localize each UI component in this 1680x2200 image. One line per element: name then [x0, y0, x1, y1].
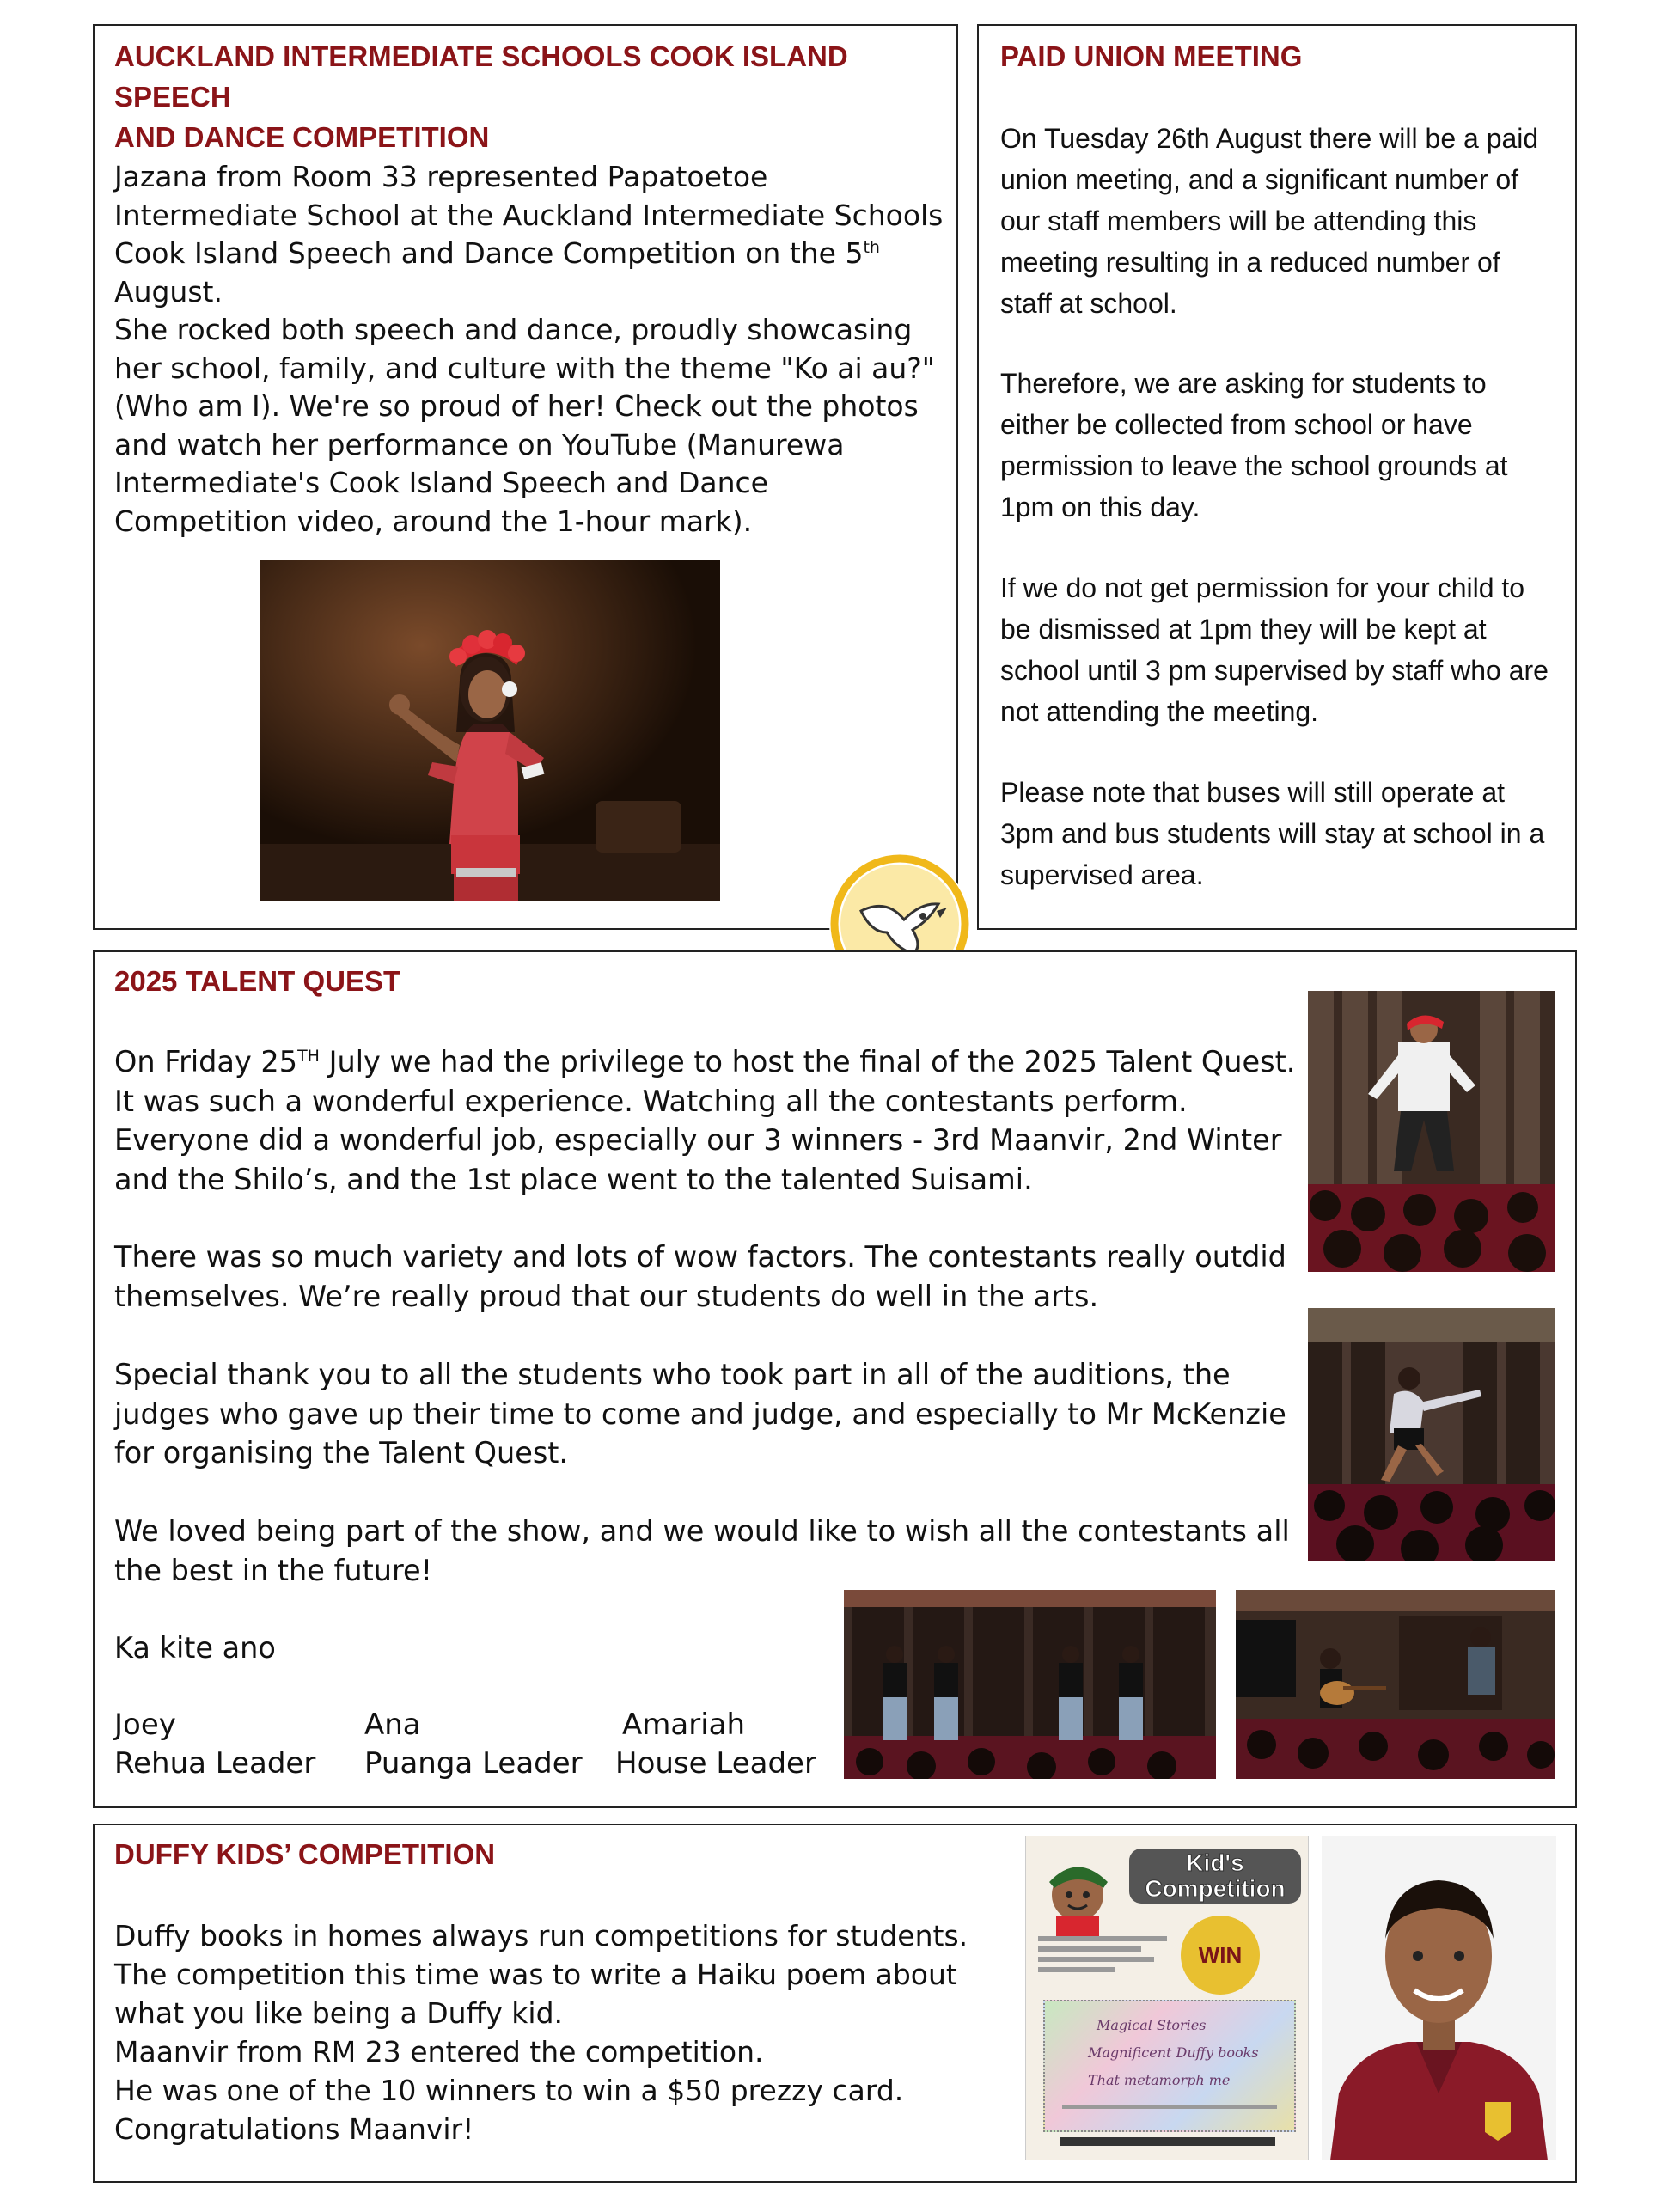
talent-paragraph-1: On Friday 25TH July we had the privilege to host the final of the 2025 Talent Quest. It was such a wonderful experience. Watching all the contestants perform. Everyone did a wonderful job, especially our 3 winners - 3rd Maanvir, 2nd Winter and the Shilo’s, and the 1st place went to the talented Suisami.: [114, 1045, 1296, 1196]
leader-ana: Ana Puanga Leader: [364, 1708, 583, 1781]
talent-photo-group-illustration: [844, 1590, 1216, 1779]
duffy-mascot-icon: [1030, 1843, 1125, 1938]
talent-photo-ballet-illustration: [1308, 1308, 1555, 1561]
maanvir-portrait-photo: [1322, 1836, 1556, 2160]
talent-photo-guitar: [1236, 1590, 1555, 1779]
leader-joey: Joey Rehua Leader: [114, 1708, 316, 1781]
talent-photo-dancer: [1308, 991, 1555, 1272]
talent-quest-heading: 2025 TALENT QUEST: [114, 965, 401, 997]
talent-photo-dancer-illustration: [1308, 991, 1555, 1272]
speech-competition-heading: AUCKLAND INTERMEDIATE SCHOOLS COOK ISLAND SPEECH AND DANCE COMPETITION: [114, 40, 848, 153]
union-paragraph-4: Please note that buses will still operate at 3pm and bus students will stay at school in a supervised area.: [1000, 777, 1545, 890]
union-meeting-heading: PAID UNION MEETING: [1000, 40, 1303, 72]
talent-photo-guitar-illustration: [1236, 1590, 1555, 1779]
duffy-paragraph: Duffy books in homes always run competitions for students. The competition this time was to write a Haiku poem about what you like being a Duffy kid. Maanvir from RM 23 entered the competition. He was one of the 10 winners to win a $50 prezzy card. Congratulations Maanvir!: [114, 1919, 968, 2146]
talent-paragraph-2: There was so much variety and lots of wow factors. The contestants really outdid themselves. We’re really proud that our students do well in the arts.: [114, 1240, 1286, 1313]
speech-paragraph-1: Jazana from Room 33 represented Papatoetoe Intermediate School at the Auckland Intermediate Schools Cook Island Speech and Dance Competition on the 5th August.: [114, 160, 944, 309]
jazana-performance-illustration: [260, 560, 720, 901]
speech-paragraph-2: She rocked both speech and dance, proudly showcasing her school, family, and culture with the theme "Ko ai au?" (Who am I). We're so proud of her! Check out the photos and watch her performance on YouTube (Manurewa Intermediate's Cook Island Speech and Dance Competition video, around the 1-hour mark).: [114, 313, 935, 538]
poster-title: Kid's Competition: [1129, 1849, 1301, 1904]
talent-photo-ballet: [1308, 1308, 1555, 1561]
talent-photo-group: [844, 1590, 1216, 1779]
maanvir-portrait-illustration: [1322, 1836, 1556, 2160]
duffy-competition-heading: DUFFY KIDS’ COMPETITION: [114, 1838, 496, 1870]
jazana-performance-photo: [260, 560, 720, 901]
poster-poem-area: Magical Stories Magnificent Duffy books That metamorph me: [1043, 2000, 1296, 2132]
poster-instructions: [1038, 1931, 1167, 1983]
talent-paragraph-4: We loved being part of the show, and we would like to wish all the contestants all the best in the future!: [114, 1514, 1290, 1587]
duffy-competition-poster: [1025, 1836, 1309, 2160]
union-paragraph-2: Therefore, we are asking for students to either be collected from school or have permission to leave the school grounds at 1pm on this day.: [1000, 368, 1508, 522]
poster-win-badge: WIN: [1181, 1916, 1260, 1995]
union-paragraph-1: On Tuesday 26th August there will be a paid union meeting, and a significant number of our staff members will be attending this meeting resulting in a reduced number of staff at school.: [1000, 123, 1539, 319]
leader-amariah: Amariah House Leader: [615, 1708, 816, 1781]
talent-signoff: Ka kite ano: [114, 1631, 276, 1665]
union-paragraph-3: If we do not get permission for your child to be dismissed at 1pm they will be kept at school until 3 pm supervised by staff who are not attending the meeting.: [1000, 572, 1549, 727]
talent-paragraph-3: Special thank you to all the students who took part in all of the auditions, the judges who gave up their time to come and judge, and especially to Mr McKenzie for organising the Talent Quest.: [114, 1358, 1286, 1470]
